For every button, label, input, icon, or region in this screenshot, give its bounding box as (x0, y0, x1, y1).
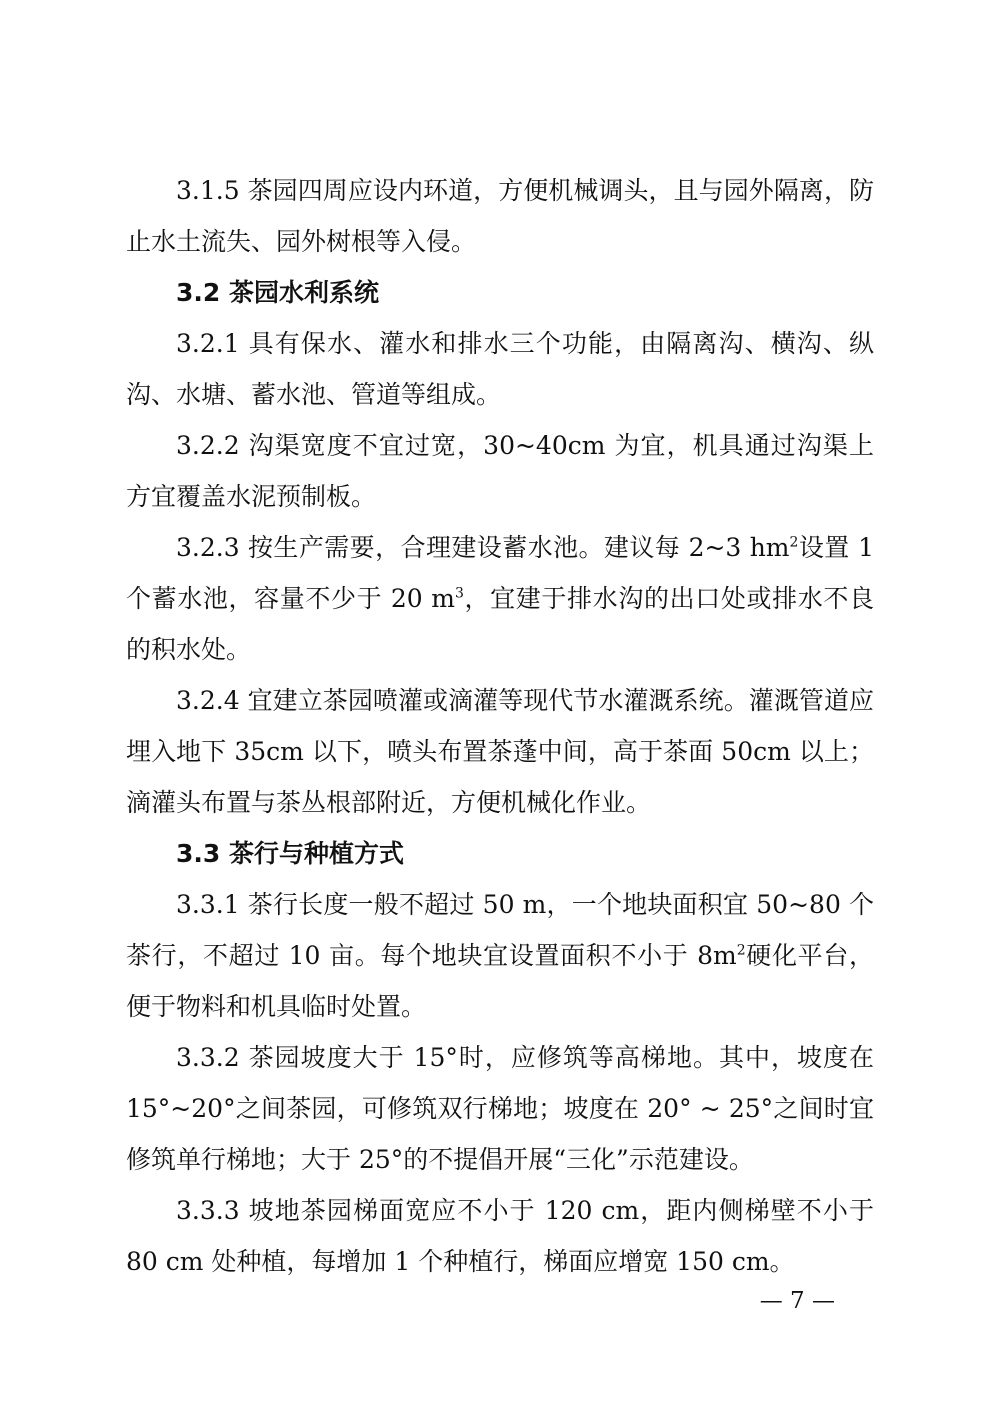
paragraph-3-2-3-part-3: ，宜建于排水沟的出口处或排水不良的积水处。 (126, 584, 874, 664)
paragraph-3-2-3-part-2: 设置 1 个蓄水池，容量不少于 20 m (126, 533, 874, 613)
paragraph-3-2-4: 3.2.4 宜建立茶园喷灌或滴灌等现代节水灌溉系统。灌溉管道应埋入地下 35cm 以下，喷头布置茶蓬中间，高于茶面 50cm 以上；滴灌头布置与茶丛根部附近，方便机械化作业。 (126, 686, 874, 817)
paragraph-3-3-1 (126, 879, 874, 1032)
paragraph-3-3-1-part-1: 3.3.1 茶行长度一般不超过 50 m，一个地块面积宜 50~80 个茶行，不超过 10 亩。每个地块宜设置面积不小于 8m (126, 890, 874, 970)
page-number: — 7 — (759, 1288, 835, 1314)
paragraph-3-1-5: 3.1.5 茶园四周应设内环道，方便机械调头，且与园外隔离，防止水土流失、园外树根等入侵。 (126, 176, 874, 256)
superscript-2: 2 (789, 534, 799, 551)
document-body (126, 165, 874, 1287)
paragraph-3-2-1: 3.2.1 具有保水、灌水和排水三个功能，由隔离沟、横沟、纵沟、水塘、蓄水池、管道等组成。 (126, 329, 874, 409)
paragraph-3-3-1-part-2: 硬化平台，便于物料和机具临时处置。 (126, 941, 874, 1021)
section-heading-3-2: 3.2 茶园水利系统 (176, 278, 379, 307)
paragraph-3-2-2: 3.2.2 沟渠宽度不宜过宽，30~40cm 为宜，机具通过沟渠上方宜覆盖水泥预制板。 (126, 431, 874, 511)
section-heading-3-3: 3.3 茶行与种植方式 (176, 839, 404, 868)
superscript-3: 3 (454, 585, 464, 602)
paragraph-3-3-2: 3.3.2 茶园坡度大于 15°时，应修筑等高梯地。其中，坡度在 15°~20°之间茶园，可修筑双行梯地；坡度在 20° ~ 25°之间时宜修筑单行梯地；大于 25°的不提倡开展“三化”示范建设。 (126, 1043, 874, 1174)
paragraph-3-2-3-part-1: 3.2.3 按生产需要，合理建设蓄水池。建议每 2~3 hm (176, 533, 790, 562)
paragraph-3-2-3 (126, 522, 874, 675)
paragraph-3-3-3: 3.3.3 坡地茶园梯面宽应不小于 120 cm，距内侧梯壁不小于 80 cm 处种植，每增加 1 个种植行，梯面应增宽 150 cm。 (126, 1196, 874, 1276)
superscript-2: 2 (736, 942, 746, 959)
